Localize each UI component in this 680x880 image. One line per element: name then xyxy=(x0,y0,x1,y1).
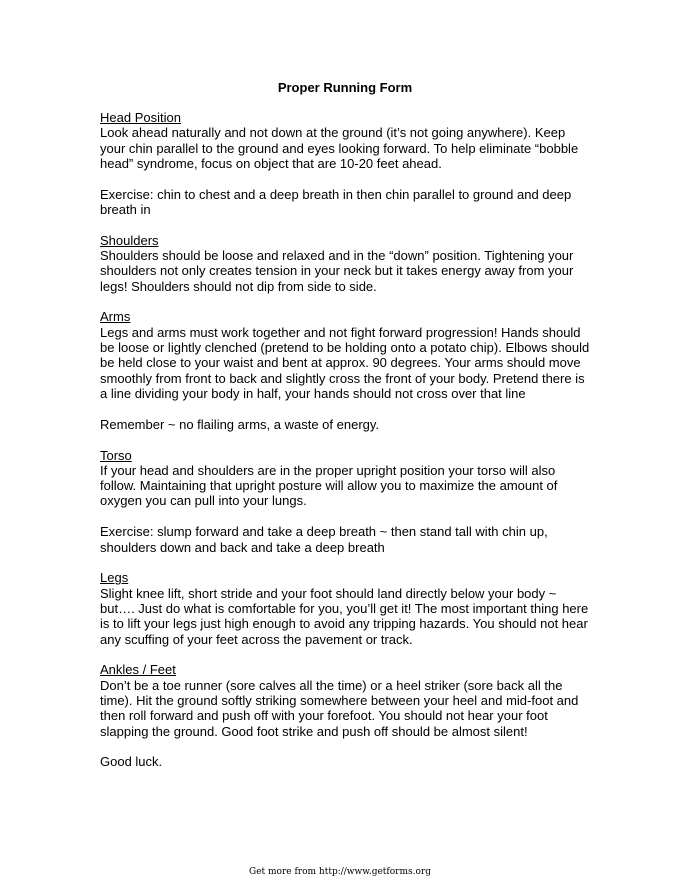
document-title: Proper Running Form xyxy=(277,80,413,95)
footer-link[interactable]: http://www.getforms.org xyxy=(318,867,431,877)
paragraph: Shoulders should be loose and relaxed and in the “down” position. Tightening your shoulders not only creates tension in your neck but it takes energy away from your legs! Shoulders should not dip from side to side. xyxy=(100,248,574,294)
document-page xyxy=(100,80,590,785)
section-head-position xyxy=(100,110,590,217)
closing-paragraph: Good luck. xyxy=(100,754,163,770)
section-torso xyxy=(100,448,590,555)
page-footer xyxy=(0,866,680,878)
paragraph: Remember ~ no flailing arms, a waste of energy. xyxy=(100,416,380,432)
section-heading: Arms xyxy=(100,309,131,325)
section-heading: Head Position xyxy=(100,110,181,125)
paragraph: Exercise: slump forward and take a deep breath ~ then stand tall with chin up, shoulders down and back and take a deep breath xyxy=(100,524,548,555)
section-heading: Legs xyxy=(100,570,129,586)
paragraph: Slight knee lift, short stride and your foot should land directly below your body ~ but…. Just do what is comfortable for you, you’ll get it! The most important thing here is to lift your legs just high enough to avoid any tripping hazards. You should not hear any scuffing of your feet across the pavement or track. xyxy=(100,585,589,647)
paragraph: Exercise: chin to chest and a deep breath in then chin parallel to ground and deep breath in xyxy=(100,186,572,217)
section-heading: Ankles / Feet xyxy=(100,662,176,678)
paragraph: Legs and arms must work together and not fight forward progression! Hands should be loose or lightly clenched (pretend to be holding onto a potato chip). Elbows should be held close to your waist and bent at approx. 90 degrees. Your arms should move smoothly from front to back and slightly cross the front of your body. Pretend there is a line dividing your body in half, your hands should not cross over that line xyxy=(100,324,590,401)
section-heading: Torso xyxy=(100,447,132,463)
footer-prefix: Get more from xyxy=(249,867,319,877)
section-arms xyxy=(100,309,590,432)
paragraph: If your head and shoulders are in the proper upright position your torso will also follow. Maintaining that upright posture will allow you to maximize the amount of oxygen you can pull into your lungs. xyxy=(100,462,558,509)
section-ankles-feet xyxy=(100,662,590,769)
paragraph: Don’t be a toe runner (sore calves all the time) or a heel striker (sore back all the time). Hit the ground softly striking somewhere between your heel and mid-foot and then roll forward and push off with your forefoot. You should not hear your foot slapping the ground. Good foot strike and push off should be almost silent! xyxy=(100,677,579,739)
section-heading: Shoulders xyxy=(100,232,159,248)
section-shoulders xyxy=(100,233,590,294)
paragraph: Look ahead naturally and not down at the ground (it’s not going anywhere). Keep your chin parallel to the ground and eyes looking forward. To help eliminate “bobble head” syndrome, focus on object that are 10-20 feet ahead. xyxy=(100,125,579,171)
section-legs xyxy=(100,570,590,646)
